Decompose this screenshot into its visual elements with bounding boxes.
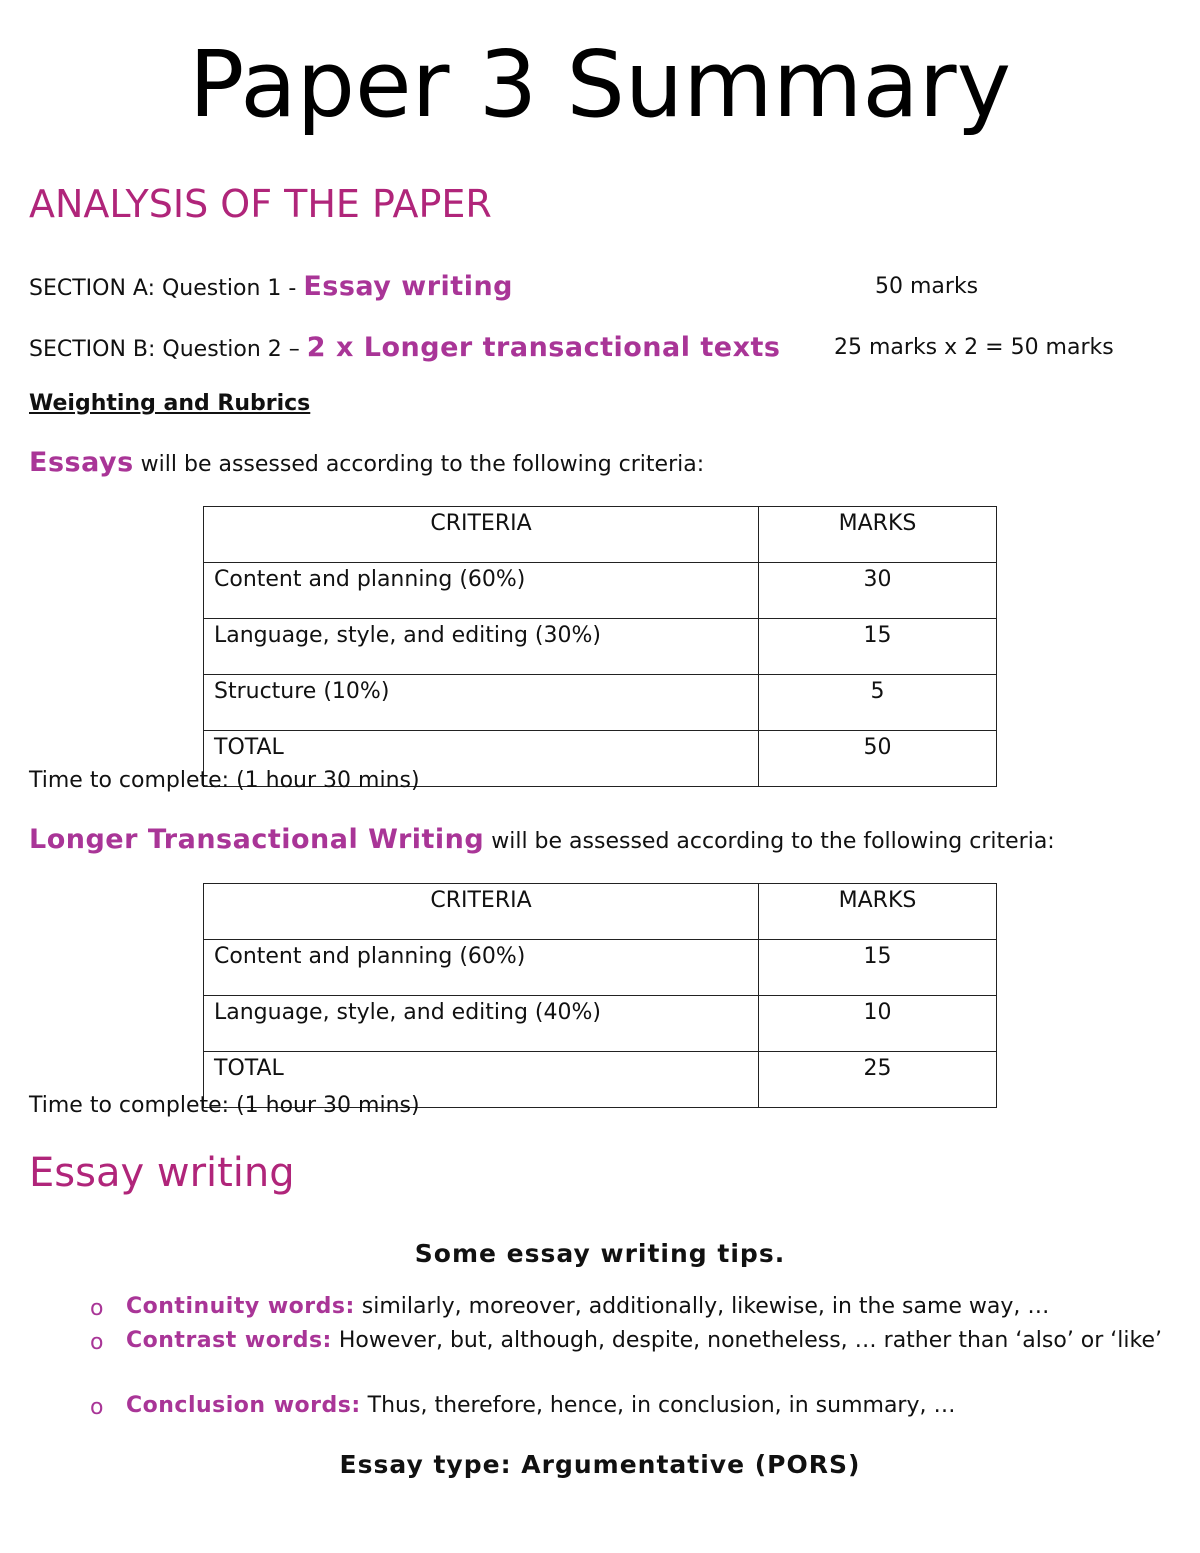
weighting-heading: Weighting and Rubrics [29,391,311,416]
marks-cell: 5 [759,675,997,731]
bullet-icon: o [90,1395,104,1420]
section-a-marks: 50 marks [875,274,979,299]
table-header-row [204,884,997,940]
section-b-line [29,333,781,365]
table-row [204,996,997,1052]
transactional-time: Time to complete: (1 hour 30 mins) [29,1093,420,1118]
tip-text: However, but, although, despite, nonetheless, … rather than ‘also’ or ‘like’ [331,1328,1163,1353]
essay-criteria-table [203,506,997,787]
essay-type-title: Essay type: Argumentative (PORS) [339,1450,861,1479]
essay-writing-heading: Essay writing [29,1150,295,1196]
marks-header: MARKS [759,884,997,940]
tip-text: similarly, moreover, additionally, likewise, in the same way, … [354,1294,1050,1319]
marks-cell: 15 [759,619,997,675]
section-b-topic: 2 x Longer transactional texts [306,332,781,363]
criteria-header: CRITERIA [204,884,759,940]
criteria-cell: Content and planning (60%) [204,940,759,996]
analysis-heading: ANALYSIS OF THE PAPER [29,182,492,226]
transactional-criteria-table [203,883,997,1108]
list-item [126,1324,1176,1357]
table-row [204,940,997,996]
marks-header: MARKS [759,507,997,563]
tip-label: Conclusion words: [126,1393,361,1418]
transactional-label: Longer Transactional Writing [29,824,485,855]
table-header-row [204,507,997,563]
marks-cell: 10 [759,996,997,1052]
section-b-marks: 25 marks x 2 = 50 marks [834,335,1114,360]
marks-cell: 50 [759,731,997,787]
section-b-prefix: SECTION B: Question 2 – [29,337,307,362]
essays-intro [29,448,704,480]
list-item [126,1389,1176,1422]
criteria-cell: Language, style, and editing (40%) [204,996,759,1052]
marks-cell: 15 [759,940,997,996]
criteria-cell: Structure (10%) [204,675,759,731]
criteria-cell: Content and planning (60%) [204,563,759,619]
section-a-topic: Essay writing [303,271,514,302]
tip-text: Thus, therefore, hence, in conclusion, in summary, … [360,1393,956,1418]
page-title: Paper 3 Summary [188,31,1012,138]
tip-label: Contrast words: [126,1328,332,1353]
list-item [126,1290,1176,1323]
bullet-icon: o [90,1296,104,1321]
transactional-intro-text: will be assessed according to the following criteria: [484,829,1055,854]
transactional-intro [29,825,1055,857]
criteria-cell: Language, style, and editing (30%) [204,619,759,675]
essay-time: Time to complete: (1 hour 30 mins) [29,768,420,793]
tips-title: Some essay writing tips. [414,1239,786,1268]
essays-intro-text: will be assessed according to the following criteria: [133,452,705,477]
essays-label: Essays [29,447,134,478]
marks-cell: 25 [759,1052,997,1108]
section-a-line [29,272,513,304]
bullet-icon: o [90,1330,104,1355]
criteria-cell: TOTAL [204,1052,759,1108]
criteria-header: CRITERIA [204,507,759,563]
table-row [204,563,997,619]
section-a-prefix: SECTION A: Question 1 - [29,276,304,301]
tip-label: Continuity words: [126,1294,355,1319]
table-row [204,619,997,675]
marks-cell: 30 [759,563,997,619]
table-row [204,675,997,731]
criteria-cell: TOTAL [204,731,759,787]
